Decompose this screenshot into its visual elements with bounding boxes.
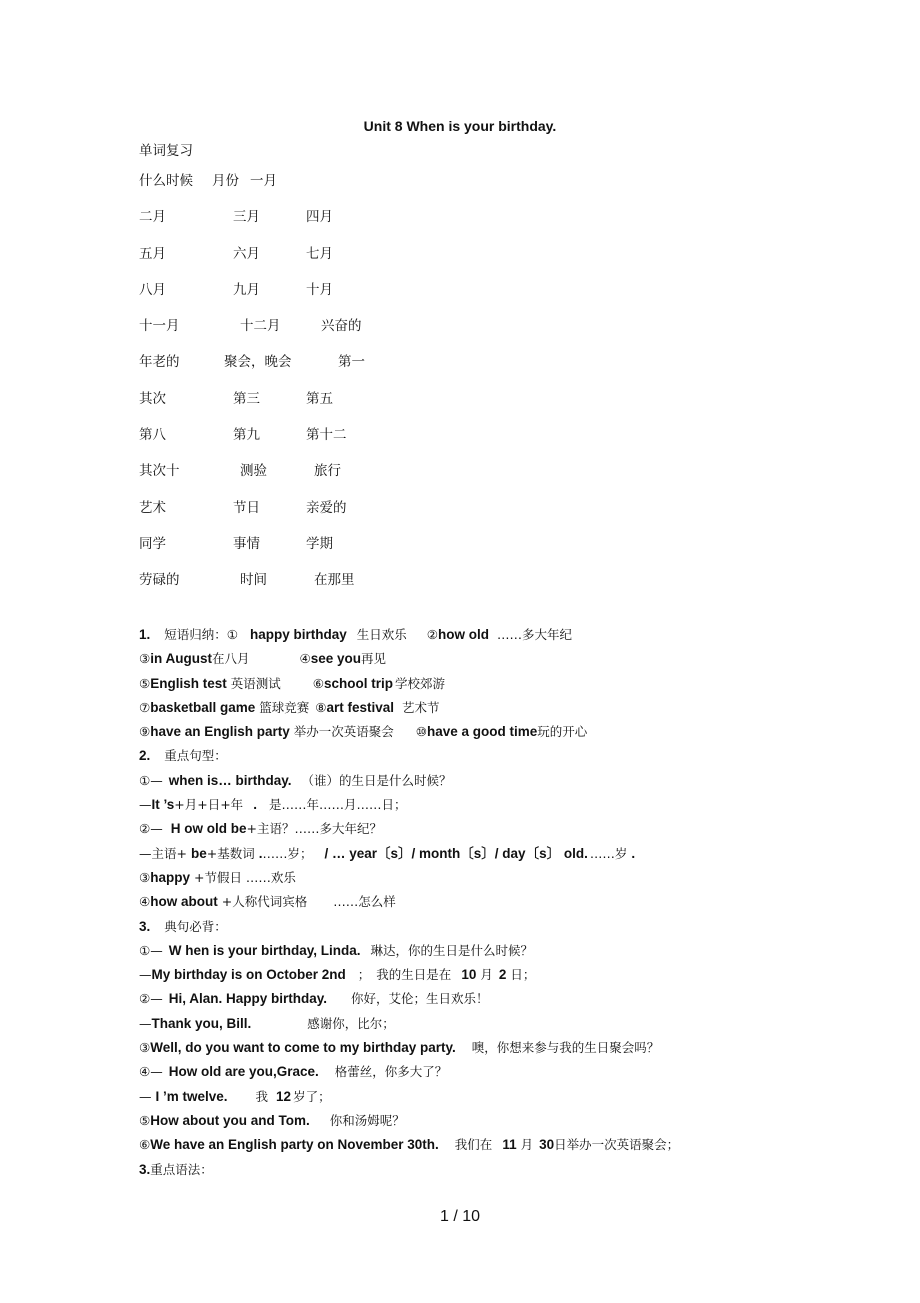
pattern-zh: +基数词 <box>206 845 255 861</box>
text-line <box>139 915 839 939</box>
text-line <box>139 890 839 914</box>
page-title: Unit 8 When is your birthday. <box>363 118 557 134</box>
sentence-en: 11 <box>502 1137 517 1153</box>
phrase-zh: 再见 <box>360 651 386 667</box>
text-line <box>139 817 839 841</box>
vocab-word: 旅行 <box>314 463 341 480</box>
phrase-en: have a good time <box>427 724 538 740</box>
text-line <box>139 1133 839 1157</box>
sentence-zh: 我 <box>255 1088 269 1104</box>
item-marker: ② <box>426 627 438 642</box>
vocab-word: 第九 <box>233 427 260 444</box>
pattern-zh: +节假日 ……欢乐 <box>193 869 296 885</box>
text-line <box>139 866 839 890</box>
section-label: 重点语法： <box>150 1161 213 1177</box>
pattern-en: / … year〔s〕/ month〔s〕/ day〔s〕 old. <box>324 845 588 861</box>
item-marker: ③ <box>139 651 151 667</box>
phrase-en: English test <box>150 675 227 691</box>
item-marker: ①— <box>139 942 163 958</box>
vocab-word: 六月 <box>233 245 260 262</box>
sentence-zh: 琳达，你的生日是什么时候？ <box>370 942 533 958</box>
section-number: 3. <box>139 918 151 934</box>
sentence-en: Well, do you want to come to my birthday party. <box>150 1040 456 1056</box>
vocab-word: 第八 <box>139 427 166 444</box>
sentence-zh: 你好，艾伦；生日欢乐！ <box>351 991 489 1007</box>
sentence-zh: 月 <box>520 1137 534 1153</box>
text-line <box>139 987 839 1011</box>
phrase-en: how old <box>437 627 489 642</box>
item-marker: ⑥ <box>312 675 324 691</box>
text-line <box>139 963 839 987</box>
vocab-word: 五月 <box>139 245 166 262</box>
text-line <box>139 672 839 696</box>
vocab-word: 艺术 <box>139 499 166 516</box>
item-marker: — <box>139 967 152 983</box>
vocab-word: 同学 <box>139 535 166 552</box>
text-line <box>139 1060 839 1084</box>
phrase-zh: 生日欢乐 <box>356 627 407 642</box>
item-marker: ④— <box>139 1064 163 1080</box>
text-line <box>139 1036 839 1060</box>
vocab-word: 聚会，晚会 <box>224 354 292 371</box>
item-marker: ④ <box>299 651 311 667</box>
section-label: 短语归纳：① <box>164 627 238 642</box>
vocab-word: 节日 <box>233 499 260 516</box>
sentence-zh: 格蕾丝，你多大了？ <box>334 1064 448 1080</box>
sentence-en: 30 <box>539 1137 555 1153</box>
vocab-word: 兴奋的 <box>321 318 362 335</box>
phrase-zh: ……多大年纪 <box>496 627 572 642</box>
vocab-word: 时间 <box>240 572 267 589</box>
sentence-zh: 感谢你，比尔； <box>307 1015 395 1031</box>
text-line <box>139 842 839 866</box>
sentence-en: I ’m twelve. <box>155 1088 228 1104</box>
phrase-en: see you <box>310 651 361 667</box>
sentence-zh: ； <box>357 967 371 983</box>
vocab-word: 七月 <box>306 245 333 262</box>
item-marker: — <box>139 1088 152 1104</box>
text-line <box>139 720 839 744</box>
sentence-en: How old are you,Grace. <box>168 1064 319 1080</box>
vocab-word: 测验 <box>240 463 267 480</box>
vocab-word: 一月 <box>250 173 277 189</box>
item-marker: ②— <box>139 821 163 837</box>
phrase-en: art festival <box>326 699 395 715</box>
item-marker: ⑧ <box>315 699 327 715</box>
section-number: 3. <box>139 1161 151 1177</box>
vocab-word: 其次十 <box>139 463 180 480</box>
text-line <box>139 623 839 647</box>
pattern-en: . <box>631 845 636 861</box>
sentence-en: My birthday is on October 2nd <box>151 967 346 983</box>
section-label: 重点句型： <box>164 748 227 764</box>
vocab-word: 十月 <box>306 281 333 298</box>
text-line <box>139 744 839 768</box>
sentence-zh: 岁了； <box>293 1088 331 1104</box>
vocab-heading: 单词复习 <box>139 143 193 159</box>
pattern-zh: ……岁 <box>589 845 628 861</box>
vocab-word: 第十二 <box>306 427 347 444</box>
sentence-zh: 月 <box>480 967 493 983</box>
phrase-en: basketball game <box>150 699 256 715</box>
text-line <box>139 1012 839 1036</box>
section-label: 典句必背： <box>164 918 227 934</box>
pattern-en: . <box>258 845 263 861</box>
pattern-en: how about <box>150 894 218 910</box>
text-line <box>139 793 839 817</box>
item-marker: ③ <box>139 869 151 885</box>
text-line <box>139 696 839 720</box>
phrase-en: happy birthday <box>249 627 347 642</box>
item-marker: ⑦ <box>139 699 151 715</box>
phrase-en: have an English party <box>150 724 290 740</box>
phrase-zh: 举办一次英语聚会 <box>293 724 394 740</box>
phrase-en: in August <box>150 651 212 667</box>
text-line <box>139 939 839 963</box>
vocab-word: 九月 <box>233 281 260 298</box>
pattern-en: when is… birthday. <box>168 772 292 788</box>
phrase-zh: 在八月 <box>211 651 250 667</box>
sentence-zh: 我们在 <box>454 1137 493 1153</box>
item-marker: ⑩ <box>415 724 427 740</box>
pattern-zh: +月+日+年 <box>174 797 244 813</box>
sentence-en: We have an English party on November 30th. <box>150 1137 439 1153</box>
pattern-en: be <box>190 845 207 861</box>
vocab-word: 年老的 <box>139 354 180 371</box>
vocab-word: 第三 <box>233 390 260 407</box>
text-line <box>139 769 839 793</box>
pattern-en: H ow old be <box>170 821 247 837</box>
vocab-word: 其次 <box>139 390 166 407</box>
pattern-zh: （谁）的生日是什么时候？ <box>301 772 452 788</box>
item-marker: ⑤ <box>139 675 151 691</box>
item-marker: ④ <box>139 894 151 910</box>
vocab-word: 劳碌的 <box>139 572 180 589</box>
pattern-zh: ……怎么样 <box>333 894 396 910</box>
section-number: 1. <box>139 627 151 642</box>
section-number: 2. <box>139 748 151 764</box>
phrase-zh: 玩的开心 <box>537 724 588 740</box>
pattern-en: It ’s <box>151 797 175 813</box>
vocab-word: 事情 <box>233 535 260 552</box>
vocab-word: 三月 <box>233 209 260 226</box>
vocab-word: 十一月 <box>139 318 180 335</box>
pattern-zh: +人称代词宾格 <box>221 894 308 910</box>
item-marker: ⑥ <box>139 1137 151 1153</box>
pattern-en: happy <box>150 869 190 885</box>
vocab-word: 十二月 <box>240 318 281 335</box>
phrase-zh: 学校郊游 <box>394 675 445 691</box>
phrase-zh: 艺术节 <box>402 699 440 715</box>
sentence-en: How about you and Tom. <box>150 1112 310 1128</box>
sentence-zh: 你和汤姆呢？ <box>329 1112 405 1128</box>
vocab-word: 亲爱的 <box>306 499 347 516</box>
phrase-zh: 篮球竞赛 <box>259 699 310 715</box>
phrase-en: school trip <box>323 675 393 691</box>
item-marker: ①— <box>139 772 163 788</box>
text-line <box>139 647 839 671</box>
sentence-zh: 日； <box>510 967 536 983</box>
item-marker: — <box>139 1015 152 1031</box>
sentence-en: W hen is your birthday, Linda. <box>168 942 361 958</box>
vocab-word: 八月 <box>139 281 166 298</box>
vocab-word: 第一 <box>338 354 365 371</box>
sentence-en: Hi, Alan. Happy birthday. <box>168 991 327 1007</box>
sentence-en: 10 <box>461 967 477 983</box>
pattern-zh: —主语+ <box>139 845 187 861</box>
text-line <box>139 1109 839 1133</box>
sentence-zh: 噢，你想来参与我的生日聚会吗？ <box>471 1040 660 1056</box>
pattern-en: . <box>253 797 257 813</box>
notes-section <box>139 623 839 1182</box>
item-marker: — <box>139 797 152 813</box>
item-marker: ③ <box>139 1040 151 1056</box>
sentence-en: Thank you, Bill. <box>151 1015 252 1031</box>
sentence-zh: 我的生日是在 <box>376 967 452 983</box>
text-line <box>139 1085 839 1109</box>
vocab-word: 月份 <box>212 173 239 189</box>
vocab-word: 二月 <box>139 209 166 226</box>
text-line <box>139 1158 839 1182</box>
item-marker: ②— <box>139 991 163 1007</box>
vocab-word: 学期 <box>306 535 333 552</box>
page-number: 1 / 10 <box>439 1208 481 1225</box>
vocab-word: 在那里 <box>314 572 355 589</box>
pattern-zh: ……岁； <box>262 845 313 861</box>
pattern-zh: +主语？……多大年纪？ <box>246 821 382 837</box>
sentence-zh: 日举办一次英语聚会； <box>554 1137 680 1153</box>
pattern-zh: 是……年……月……日； <box>268 797 407 813</box>
item-marker: ⑤ <box>139 1112 151 1128</box>
item-marker: ⑨ <box>139 724 151 740</box>
phrase-zh: 英语测试 <box>230 675 281 691</box>
sentence-en: 12 <box>276 1088 292 1104</box>
vocab-word: 四月 <box>306 209 333 226</box>
vocab-word: 什么时候 <box>139 173 193 189</box>
sentence-en: 2 <box>498 967 507 983</box>
vocab-word: 第五 <box>306 390 333 407</box>
